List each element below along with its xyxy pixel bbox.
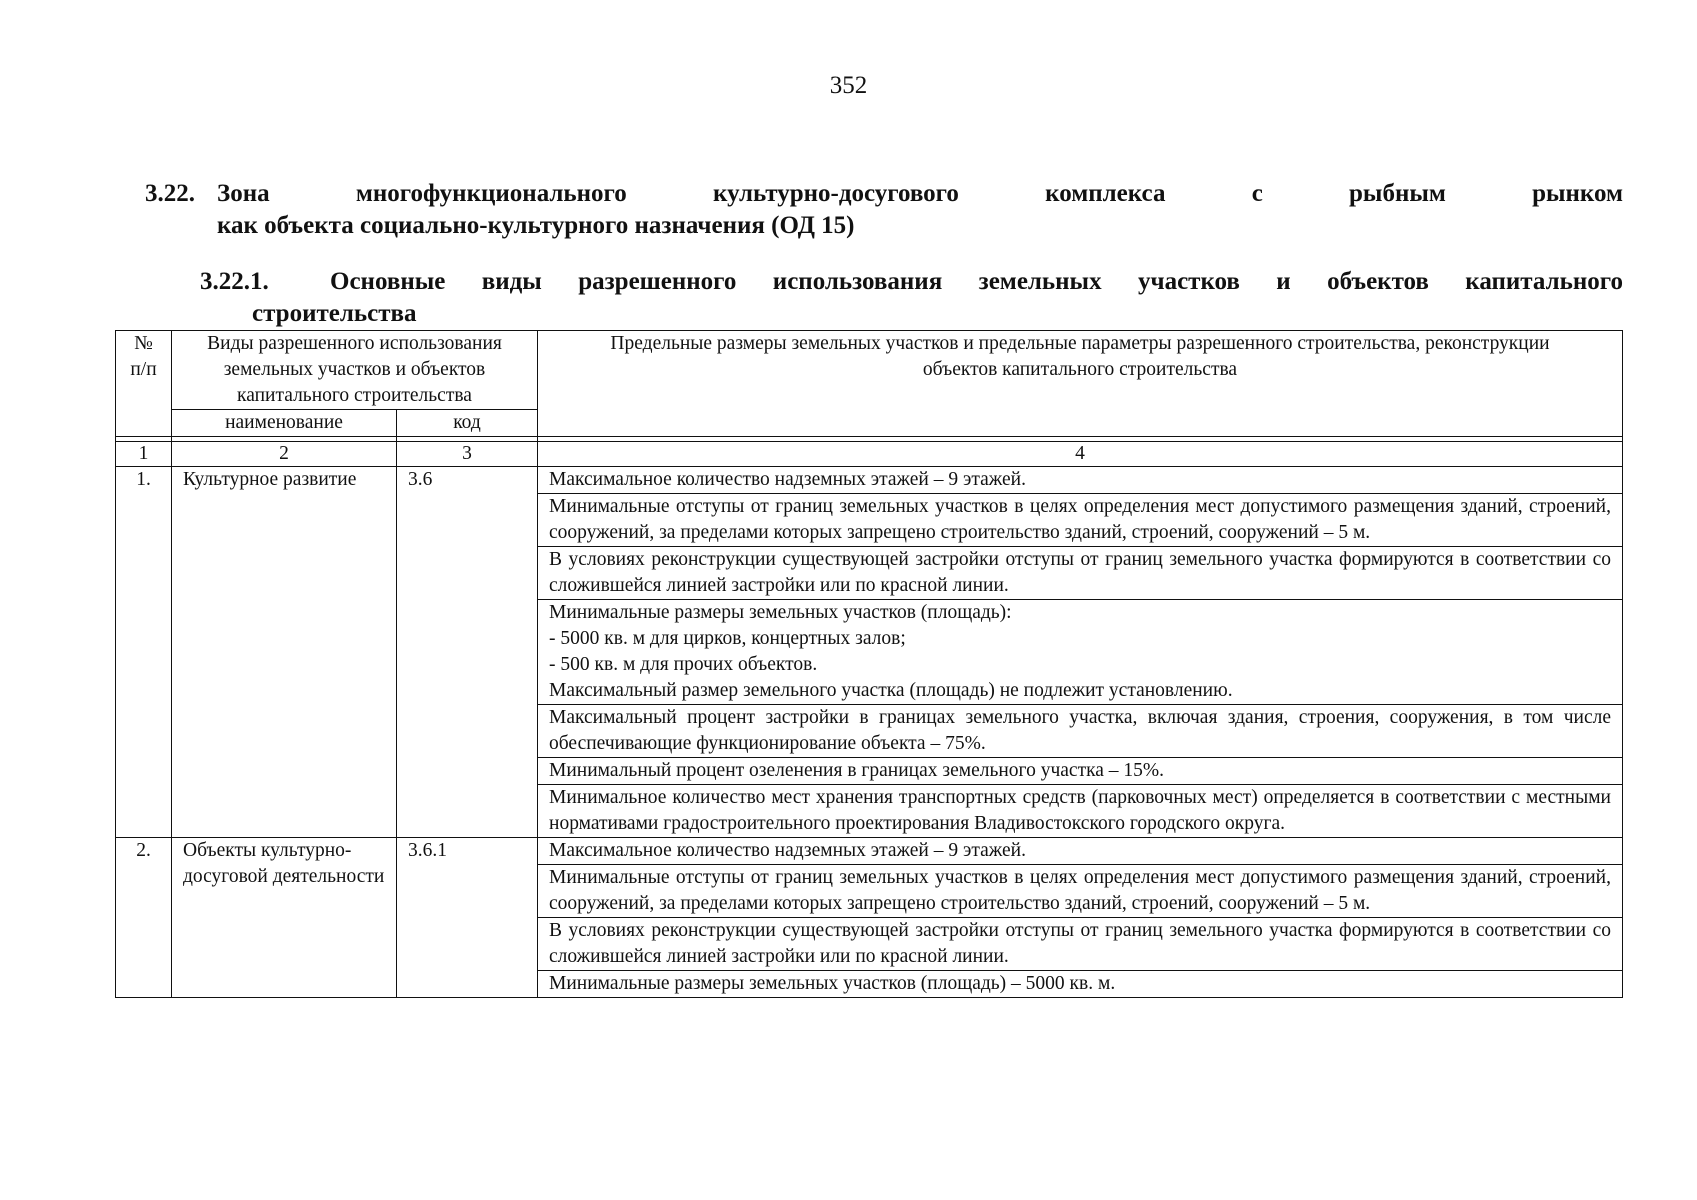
column-numbers-row	[116, 442, 1623, 467]
subsection-number: 3.22.1.	[200, 268, 269, 295]
row-number: 2.	[116, 838, 172, 998]
column-number: 2	[172, 442, 397, 467]
header-types: Виды разрешенного использования земельных участков и объектов капитального строительства	[172, 331, 538, 410]
table-row	[116, 838, 1623, 865]
parameter-cell: В условиях реконструкции существующей застройки отступы от границ земельного участка формируются в соответствии со сложившейся линией застройки или по красной линии.	[538, 547, 1623, 600]
parameter-cell: Максимальное количество надземных этажей – 9 этажей.	[538, 467, 1623, 494]
use-type-code: 3.6.1	[397, 838, 538, 998]
section-title-line2: как объекта социально-культурного назначения (ОД 15)	[217, 212, 855, 239]
header-params: Предельные размеры земельных участков и предельные параметры разрешенного строительства, реконструкции объектов капитального строительства	[538, 331, 1623, 437]
use-type-name: Объекты культурно-досуговой деятельности	[172, 838, 397, 998]
table-row	[116, 467, 1623, 494]
parameter-cell: Минимальное количество мест хранения транспортных средств (парковочных мест) определяется в соответствии с местными нормативами градостроительного проектирования Владивостокского городского округа.	[538, 785, 1623, 838]
section-number: 3.22.	[145, 180, 195, 207]
parameter-cell: Максимальное количество надземных этажей – 9 этажей.	[538, 838, 1623, 865]
page-number: 352	[829, 72, 868, 99]
parameter-cell: Минимальные размеры земельных участков (площадь): - 5000 кв. м для цирков, концертных залов; - 500 кв. м для прочих объектов. Максимальный размер земельного участка (площадь) не подлежит установлению.	[538, 600, 1623, 705]
parameter-cell: В условиях реконструкции существующей застройки отступы от границ земельного участка формируются в соответствии со сложившейся линией застройки или по красной линии.	[538, 918, 1623, 971]
column-number: 4	[538, 442, 1623, 467]
header-num: № п/п	[116, 331, 172, 437]
header-code: код	[397, 410, 538, 437]
subsection-title-line1: Основные виды разрешенного использования земельных участков и объектов капитального	[330, 268, 1623, 295]
column-number: 3	[397, 442, 538, 467]
row-number: 1.	[116, 467, 172, 838]
parameter-cell: Минимальный процент озеленения в границах земельного участка – 15%.	[538, 758, 1623, 785]
column-number: 1	[116, 442, 172, 467]
use-type-name: Культурное развитие	[172, 467, 397, 838]
header-name: наименование	[172, 410, 397, 437]
parameter-cell: Минимальные отступы от границ земельных участков в целях определения мест допустимого размещения зданий, строений, сооружений, за пределами которых запрещено строительство зданий, строений, сооружений – 5 м.	[538, 494, 1623, 547]
parameter-cell: Максимальный процент застройки в границах земельного участка, включая здания, строения, сооружения, в том числе обеспечивающие функционирование объекта – 75%.	[538, 705, 1623, 758]
parameter-cell: Минимальные отступы от границ земельных участков в целях определения мест допустимого размещения зданий, строений, сооружений, за пределами которых запрещено строительство зданий, строений, сооружений – 5 м.	[538, 865, 1623, 918]
section-title-line1: Зона многофункционального культурно-досугового комплекса с рыбным рынком	[217, 180, 1624, 207]
land-use-table	[115, 330, 1623, 998]
parameter-cell: Минимальные размеры земельных участков (площадь) – 5000 кв. м.	[538, 971, 1623, 998]
subsection-title-line2: строительства	[252, 300, 417, 327]
table-header-row	[116, 331, 1623, 410]
use-type-code: 3.6	[397, 467, 538, 838]
